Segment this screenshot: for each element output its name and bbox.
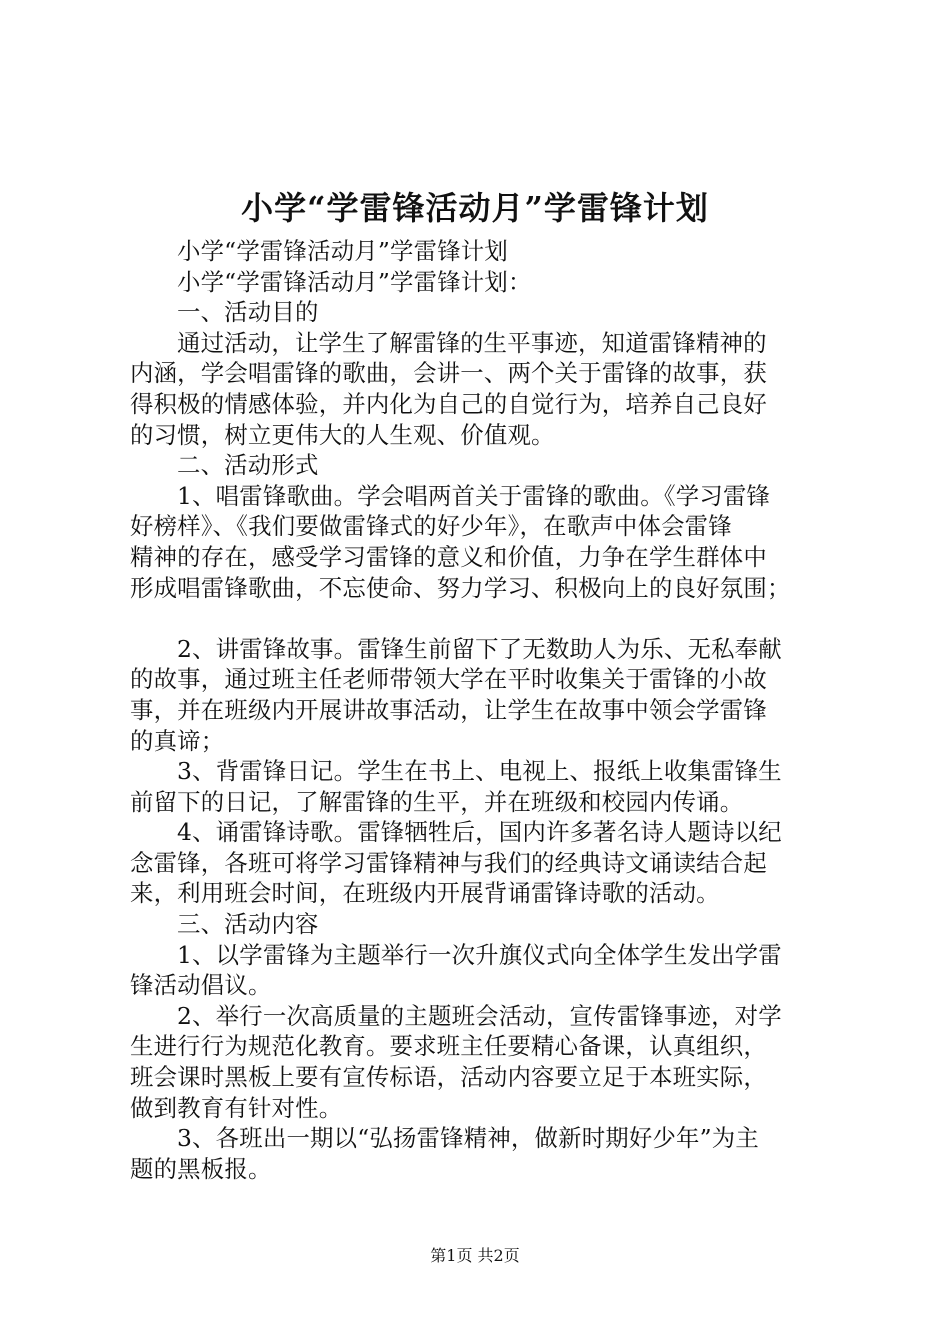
text-line: 4、诵雷锋诗歌。雷锋牺牲后，国内许多著名诗人题诗以纪: [177, 818, 782, 847]
blank-line: [130, 603, 830, 634]
section-heading: 三、活动内容: [177, 910, 319, 939]
text-line: 锋活动倡议。: [130, 971, 272, 1000]
text-line: 2、举行一次高质量的主题班会活动，宣传雷锋事迹，对学: [177, 1001, 782, 1030]
text-line: 事，并在班级内开展讲故事活动，让学生在故事中领会学雷锋: [130, 695, 767, 724]
text-line: 1、唱雷锋歌曲。学会唱两首关于雷锋的歌曲。《学习雷锋: [177, 481, 771, 510]
text-line: 得积极的情感体验，并内化为自己的自觉行为，培养自己良好: [130, 389, 767, 418]
text-line: 念雷锋，各班可将学习雷锋精神与我们的经典诗文诵读结合起: [130, 848, 767, 877]
text-line: 题的黑板报。: [130, 1154, 272, 1183]
text-line: 好榜样》、《我们要做雷锋式的好少年》，在歌声中体会雷锋: [130, 512, 732, 541]
text-line: 3、各班出一期以“弘扬雷锋精神，做新时期好少年”为主: [177, 1124, 759, 1153]
text-line: 3、背雷锋日记。学生在书上、电视上、报纸上收集雷锋生: [177, 757, 782, 786]
text-line: 的真谛；: [130, 726, 225, 755]
text-line: 1、以学雷锋为主题举行一次升旗仪式向全体学生发出学雷: [177, 940, 782, 969]
text-line: 内涵，学会唱雷锋的歌曲，会讲一、两个关于雷锋的故事，获: [130, 359, 767, 388]
document-body: [130, 236, 830, 1184]
text-line: 前留下的日记，了解雷锋的生平，并在班级和校园内传诵。: [130, 787, 744, 816]
page-footer: 第1页 共2页: [430, 1246, 520, 1265]
text-line: 小学“学雷锋活动月”学雷锋计划: [177, 237, 508, 265]
text-line: 通过活动，让学生了解雷锋的生平事迹，知道雷锋精神的: [177, 328, 767, 357]
text-line: 的习惯，树立更伟大的人生观、价值观。: [130, 420, 555, 449]
text-line: 精神的存在，感受学习雷锋的意义和价值，力争在学生群体中: [130, 542, 767, 571]
section-heading: 二、活动形式: [177, 451, 319, 480]
text-line: 生进行行为规范化教育。要求班主任要精心备课，认真组织，: [130, 1032, 767, 1061]
text-line: 的故事，通过班主任老师带领大学在平时收集关于雷锋的小故: [130, 665, 767, 694]
section-heading: 一、活动目的: [177, 298, 319, 327]
document-title: 小学“学雷锋活动月”学雷锋计划: [241, 189, 709, 227]
text-line: 来，利用班会时间，在班级内开展背诵雷锋诗歌的活动。: [130, 879, 720, 908]
text-line: 小学“学雷锋活动月”学雷锋计划：: [177, 267, 532, 296]
text-line: 形成唱雷锋歌曲，不忘使命、努力学习、积极向上的良好氛围；: [130, 573, 791, 602]
text-line: 班会课时黑板上要有宣传标语，活动内容要立足于本班实际，: [130, 1063, 767, 1092]
text-line: 做到教育有针对性。: [130, 1093, 343, 1122]
text-line: 2、讲雷锋故事。雷锋生前留下了无数助人为乐、无私奉献: [177, 634, 782, 663]
